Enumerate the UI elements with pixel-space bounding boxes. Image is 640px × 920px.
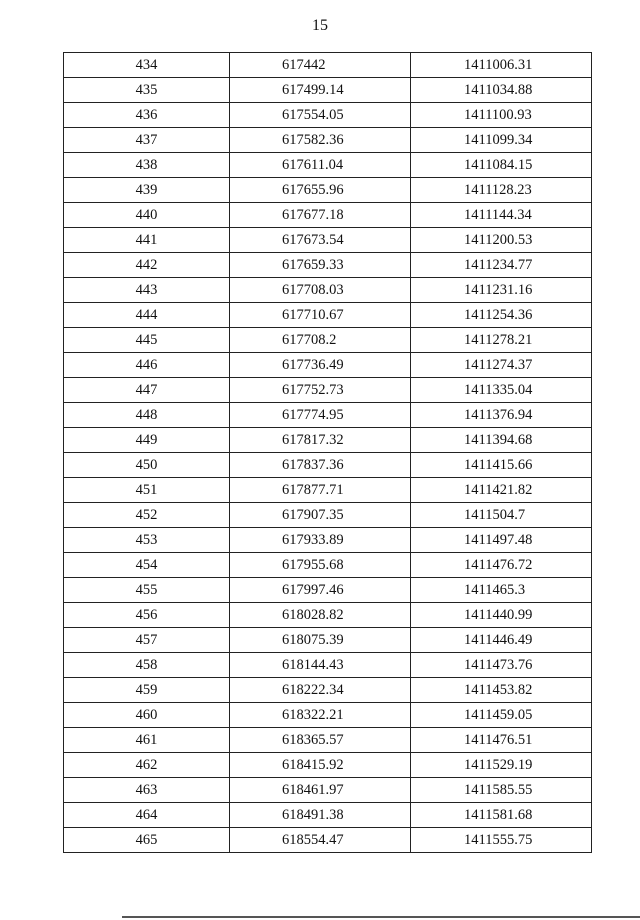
x-coordinate-cell: 617554.05 (230, 103, 411, 128)
x-coordinate-cell: 617997.46 (230, 578, 411, 603)
table-row (64, 778, 592, 803)
x-coordinate-cell: 618144.43 (230, 653, 411, 678)
y-coordinate-cell: 1411006.31 (411, 53, 592, 78)
table-row (64, 678, 592, 703)
x-coordinate-cell: 618491.38 (230, 803, 411, 828)
point-number-cell: 445 (64, 328, 230, 353)
y-coordinate-cell: 1411144.34 (411, 203, 592, 228)
point-number-cell: 459 (64, 678, 230, 703)
x-coordinate-cell: 617933.89 (230, 528, 411, 553)
table-row (64, 478, 592, 503)
x-coordinate-cell: 617752.73 (230, 378, 411, 403)
point-number-cell: 439 (64, 178, 230, 203)
table-row (64, 78, 592, 103)
point-number-cell: 440 (64, 203, 230, 228)
point-number-cell: 443 (64, 278, 230, 303)
y-coordinate-cell: 1411497.48 (411, 528, 592, 553)
point-number-cell: 438 (64, 153, 230, 178)
y-coordinate-cell: 1411440.99 (411, 603, 592, 628)
y-coordinate-cell: 1411453.82 (411, 678, 592, 703)
y-coordinate-cell: 1411231.16 (411, 278, 592, 303)
point-number-cell: 450 (64, 453, 230, 478)
point-number-cell: 444 (64, 303, 230, 328)
table-row (64, 228, 592, 253)
x-coordinate-cell: 617708.2 (230, 328, 411, 353)
y-coordinate-cell: 1411128.23 (411, 178, 592, 203)
point-number-cell: 448 (64, 403, 230, 428)
y-coordinate-cell: 1411504.7 (411, 503, 592, 528)
point-number-cell: 447 (64, 378, 230, 403)
table-row (64, 153, 592, 178)
table-row (64, 428, 592, 453)
scan-edge-line (122, 916, 640, 918)
point-number-cell: 451 (64, 478, 230, 503)
x-coordinate-cell: 618365.57 (230, 728, 411, 753)
x-coordinate-cell: 617677.18 (230, 203, 411, 228)
table-row (64, 653, 592, 678)
table-row (64, 328, 592, 353)
x-coordinate-cell: 617659.33 (230, 253, 411, 278)
coordinates-table (63, 52, 592, 853)
x-coordinate-cell: 618461.97 (230, 778, 411, 803)
table-row (64, 178, 592, 203)
y-coordinate-cell: 1411415.66 (411, 453, 592, 478)
y-coordinate-cell: 1411476.51 (411, 728, 592, 753)
table-row (64, 128, 592, 153)
x-coordinate-cell: 617710.67 (230, 303, 411, 328)
x-coordinate-cell: 617673.54 (230, 228, 411, 253)
x-coordinate-cell: 617655.96 (230, 178, 411, 203)
x-coordinate-cell: 618415.92 (230, 753, 411, 778)
x-coordinate-cell: 617442 (230, 53, 411, 78)
table-row (64, 278, 592, 303)
y-coordinate-cell: 1411099.34 (411, 128, 592, 153)
point-number-cell: 460 (64, 703, 230, 728)
table-row (64, 53, 592, 78)
x-coordinate-cell: 617955.68 (230, 553, 411, 578)
y-coordinate-cell: 1411200.53 (411, 228, 592, 253)
table-row (64, 553, 592, 578)
x-coordinate-cell: 617877.71 (230, 478, 411, 503)
y-coordinate-cell: 1411459.05 (411, 703, 592, 728)
table-row (64, 378, 592, 403)
y-coordinate-cell: 1411278.21 (411, 328, 592, 353)
point-number-cell: 462 (64, 753, 230, 778)
table-row (64, 503, 592, 528)
y-coordinate-cell: 1411254.36 (411, 303, 592, 328)
table-row (64, 453, 592, 478)
x-coordinate-cell: 617611.04 (230, 153, 411, 178)
coordinates-table-container (63, 52, 591, 853)
table-row (64, 103, 592, 128)
y-coordinate-cell: 1411274.37 (411, 353, 592, 378)
x-coordinate-cell: 617774.95 (230, 403, 411, 428)
point-number-cell: 453 (64, 528, 230, 553)
x-coordinate-cell: 617499.14 (230, 78, 411, 103)
point-number-cell: 434 (64, 53, 230, 78)
y-coordinate-cell: 1411473.76 (411, 653, 592, 678)
x-coordinate-cell: 617736.49 (230, 353, 411, 378)
y-coordinate-cell: 1411394.68 (411, 428, 592, 453)
point-number-cell: 454 (64, 553, 230, 578)
point-number-cell: 446 (64, 353, 230, 378)
point-number-cell: 465 (64, 828, 230, 853)
y-coordinate-cell: 1411529.19 (411, 753, 592, 778)
y-coordinate-cell: 1411335.04 (411, 378, 592, 403)
table-row (64, 603, 592, 628)
table-row (64, 303, 592, 328)
y-coordinate-cell: 1411581.68 (411, 803, 592, 828)
table-row (64, 528, 592, 553)
y-coordinate-cell: 1411084.15 (411, 153, 592, 178)
point-number-cell: 463 (64, 778, 230, 803)
table-row (64, 353, 592, 378)
y-coordinate-cell: 1411585.55 (411, 778, 592, 803)
x-coordinate-cell: 617907.35 (230, 503, 411, 528)
table-row (64, 403, 592, 428)
point-number-cell: 464 (64, 803, 230, 828)
x-coordinate-cell: 617582.36 (230, 128, 411, 153)
x-coordinate-cell: 617708.03 (230, 278, 411, 303)
point-number-cell: 449 (64, 428, 230, 453)
point-number-cell: 437 (64, 128, 230, 153)
y-coordinate-cell: 1411100.93 (411, 103, 592, 128)
y-coordinate-cell: 1411446.49 (411, 628, 592, 653)
point-number-cell: 456 (64, 603, 230, 628)
table-row (64, 628, 592, 653)
point-number-cell: 458 (64, 653, 230, 678)
table-body (64, 53, 592, 853)
table-row (64, 253, 592, 278)
x-coordinate-cell: 618028.82 (230, 603, 411, 628)
x-coordinate-cell: 617837.36 (230, 453, 411, 478)
y-coordinate-cell: 1411034.88 (411, 78, 592, 103)
point-number-cell: 461 (64, 728, 230, 753)
point-number-cell: 441 (64, 228, 230, 253)
table-row (64, 753, 592, 778)
y-coordinate-cell: 1411465.3 (411, 578, 592, 603)
table-row (64, 578, 592, 603)
point-number-cell: 452 (64, 503, 230, 528)
page-number: 15 (312, 17, 328, 34)
table-row (64, 728, 592, 753)
x-coordinate-cell: 618322.21 (230, 703, 411, 728)
table-row (64, 203, 592, 228)
table-row (64, 803, 592, 828)
y-coordinate-cell: 1411421.82 (411, 478, 592, 503)
x-coordinate-cell: 618554.47 (230, 828, 411, 853)
x-coordinate-cell: 618222.34 (230, 678, 411, 703)
point-number-cell: 436 (64, 103, 230, 128)
y-coordinate-cell: 1411555.75 (411, 828, 592, 853)
table-row (64, 703, 592, 728)
point-number-cell: 457 (64, 628, 230, 653)
point-number-cell: 442 (64, 253, 230, 278)
y-coordinate-cell: 1411476.72 (411, 553, 592, 578)
point-number-cell: 455 (64, 578, 230, 603)
table-row (64, 828, 592, 853)
y-coordinate-cell: 1411376.94 (411, 403, 592, 428)
x-coordinate-cell: 617817.32 (230, 428, 411, 453)
point-number-cell: 435 (64, 78, 230, 103)
x-coordinate-cell: 618075.39 (230, 628, 411, 653)
y-coordinate-cell: 1411234.77 (411, 253, 592, 278)
